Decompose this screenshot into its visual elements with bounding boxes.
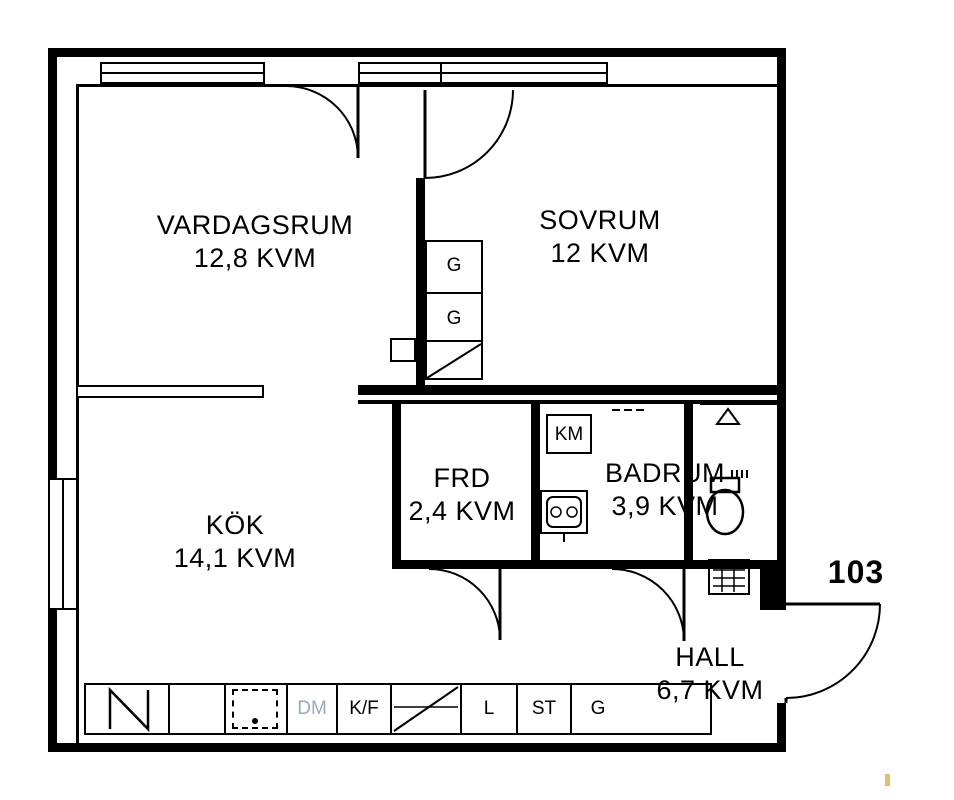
room-label-frd-name: FRD [433, 463, 491, 493]
sink-burner-2-icon [567, 507, 577, 517]
fridge-freezer-label: K/F [349, 698, 379, 719]
door-arc-frd [429, 569, 500, 640]
room-label-frd-area: 2,4 KVM [408, 496, 516, 526]
room-label-hall-name: HALL [675, 642, 745, 672]
door-arc-entrance [786, 604, 880, 698]
door-arc-bedroom [425, 90, 513, 178]
dishwasher-dot-icon [252, 718, 258, 724]
room-label-kok-name: KÖK [205, 510, 265, 540]
room-label-sovrum-name: SOVRUM [539, 205, 661, 235]
shower-drain-icon [717, 409, 739, 424]
microwave-label: KM [554, 424, 584, 445]
fridge-diagonal-icon [394, 687, 458, 731]
wardrobe-door-diagonal [427, 344, 481, 378]
door-arc-badrum [612, 569, 684, 641]
storage-label: ST [531, 698, 557, 719]
room-label-kok-area: 14,1 KVM [173, 543, 297, 573]
wardrobe-upper-label: G [446, 255, 462, 276]
room-label-vardagsrum-area: 12,8 KVM [193, 243, 317, 273]
door-arc-living [286, 86, 358, 158]
room-label-badrum-area: 3,9 KVM [611, 491, 719, 521]
room-label-sovrum-area: 12 KVM [550, 238, 650, 268]
dishwasher-label: DM [297, 698, 327, 719]
room-label-badrum-name: BADRUM [604, 458, 725, 488]
washer-outline-icon [709, 560, 749, 594]
sink-burner-1-icon [551, 507, 561, 517]
closet-label: G [590, 698, 606, 719]
room-label-hall-area: 6,7 KVM [656, 675, 764, 705]
corner-mark [885, 774, 890, 786]
sink-basin-icon [547, 497, 581, 527]
unit-number-label: 103 [827, 554, 885, 590]
room-label-vardagsrum-name: VARDAGSRUM [156, 210, 354, 240]
laundry-label: L [483, 698, 495, 719]
stove-hatch-icon [110, 690, 148, 729]
wardrobe-lower-label: G [446, 308, 462, 329]
